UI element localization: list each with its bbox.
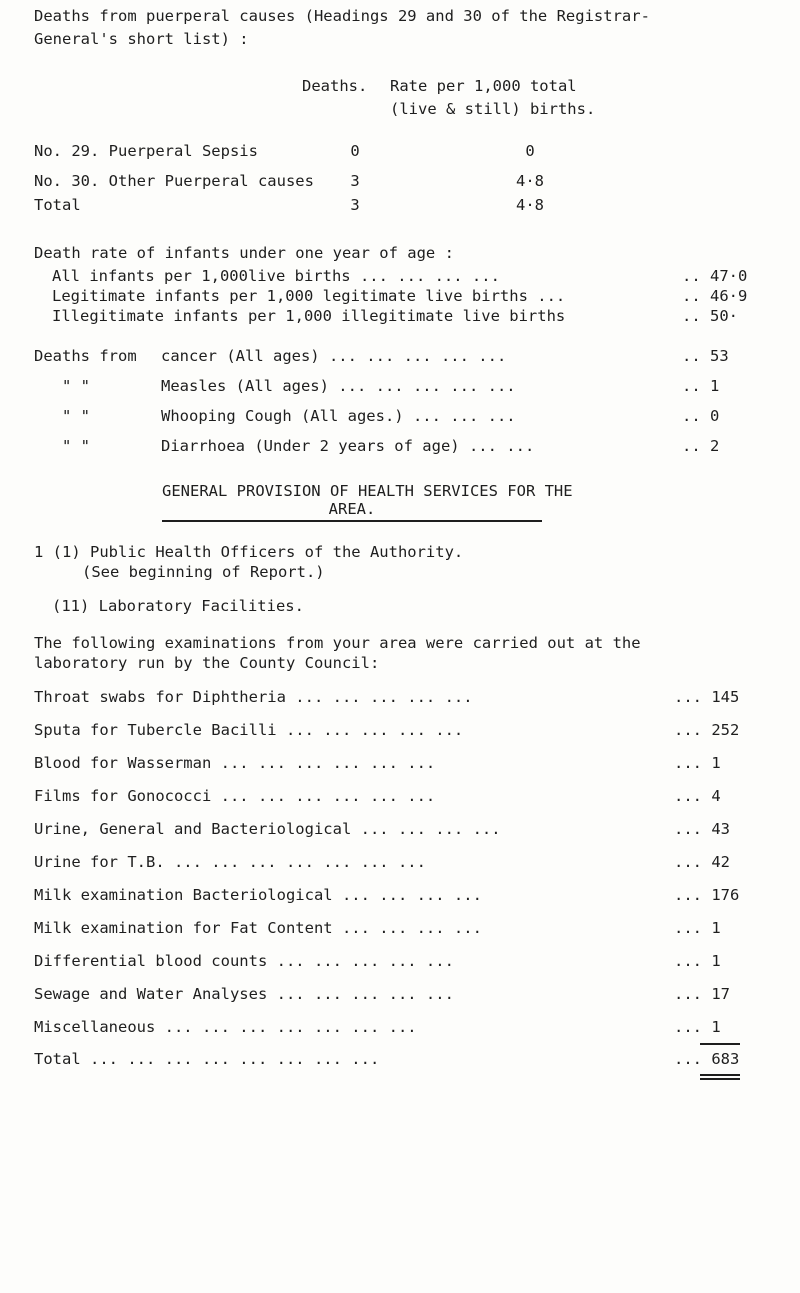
lab-row-label: Films for Gonococci ... ... ... ... ... ... (34, 787, 436, 805)
puerperal-row-rate: 4·8 (516, 172, 544, 190)
lab-row-value: ... 4 (674, 787, 721, 805)
infant-rate-label: Legitimate infants per 1,000 legitimate live births ... (52, 287, 566, 305)
puerperal-row-deaths: 3 (350, 196, 360, 214)
total-double-rule-top (700, 1074, 740, 1076)
deaths-from-value: .. 53 (682, 347, 729, 365)
lab-row-value: ... 17 (674, 985, 730, 1003)
puerperal-row-deaths: 3 (350, 172, 360, 190)
lab-row-value: ... 145 (674, 688, 740, 706)
puerperal-row-label: Total (34, 196, 81, 214)
lab-row-label: Blood for Wasserman ... ... ... ... ... ... (34, 754, 436, 772)
general-title-line1: GENERAL PROVISION OF HEALTH SERVICES FOR THE (162, 482, 573, 500)
general-title-line2: AREA. (328, 500, 376, 518)
infant-rate-value: .. 46·9 (682, 287, 748, 305)
lab-row-value: ... 176 (674, 886, 740, 904)
infants-heading: Death rate of infants under one year of age : (34, 244, 454, 262)
lab-row-label: Milk examination Bacteriological ... ... ... ... (34, 886, 482, 904)
deaths-from-label: Whooping Cough (All ages.) ... ... ... (161, 407, 516, 425)
general-item1-line1: 1 (1) Public Health Officers of the Authority. (34, 543, 464, 561)
general-item2: (11) Laboratory Facilities. (52, 597, 304, 615)
lab-row-value: ... 42 (674, 853, 730, 871)
deaths-from-label: cancer (All ages) ... ... ... ... ... (161, 347, 507, 365)
deaths-from-value: .. 0 (682, 407, 720, 425)
total-rule (700, 1043, 740, 1045)
lab-row-value: ... 43 (674, 820, 730, 838)
infant-rate-label: All infants per 1,000live births ... ... ... ... (52, 267, 500, 285)
lab-row-label: Milk examination for Fat Content ... ... ... ... (34, 919, 482, 937)
total-double-rule-bottom (700, 1078, 740, 1080)
puerperal-row-deaths: 0 (350, 142, 360, 160)
lab-row-value: ... 1 (674, 919, 721, 937)
general-title-underline (162, 520, 542, 522)
deaths-from-prefix: Deaths from (34, 347, 137, 365)
infant-rate-label: Illegitimate infants per 1,000 illegitimate live births (52, 307, 566, 325)
deaths-from-prefix: " " (62, 437, 90, 455)
puerperal-heading-line1: Deaths from puerperal causes (Headings 29 and 30 of the Registrar- (34, 7, 650, 25)
lab-row-label: Urine, General and Bacteriological ... ... ... ... (34, 820, 501, 838)
lab-row-value: ... 1 (674, 952, 721, 970)
lab-total-value: ... 683 (674, 1050, 740, 1068)
general-intro-line1: The following examinations from your area were carried out at the (34, 634, 641, 652)
lab-total-label: Total ... ... ... ... ... ... ... ... (34, 1050, 380, 1068)
lab-row-label: Sewage and Water Analyses ... ... ... ... ... (34, 985, 454, 1003)
puerperal-row-rate: 4·8 (516, 196, 544, 214)
deaths-from-value: .. 2 (682, 437, 720, 455)
lab-row-value: ... 1 (674, 754, 721, 772)
deaths-from-prefix: " " (62, 407, 90, 425)
deaths-from-value: .. 1 (682, 377, 720, 395)
puerperal-heading-line2: General's short list) : (34, 30, 249, 48)
deaths-from-prefix: " " (62, 377, 90, 395)
infant-rate-value: .. 50· (682, 307, 738, 325)
puerperal-row-label: No. 30. Other Puerperal causes (34, 172, 314, 190)
lab-row-label: Throat swabs for Diphtheria ... ... ... ... ... (34, 688, 473, 706)
col-deaths-header: Deaths. (302, 77, 368, 95)
deaths-from-label: Measles (All ages) ... ... ... ... ... (161, 377, 516, 395)
lab-row-label: Differential blood counts ... ... ... ... ... (34, 952, 454, 970)
lab-row-label: Urine for T.B. ... ... ... ... ... ... ... (34, 853, 426, 871)
lab-row-label: Miscellaneous ... ... ... ... ... ... ... (34, 1018, 417, 1036)
general-intro-line2: laboratory run by the County Council: (34, 654, 380, 672)
col-rate-header-line2: (live & still) births. (390, 100, 596, 118)
lab-row-label: Sputa for Tubercle Bacilli ... ... ... ... ... (34, 721, 464, 739)
infant-rate-value: .. 47·0 (682, 267, 748, 285)
deaths-from-label: Diarrhoea (Under 2 years of age) ... ... (161, 437, 535, 455)
puerperal-row-rate: 0 (525, 142, 535, 160)
col-rate-header-line1: Rate per 1,000 total (390, 77, 577, 95)
puerperal-row-label: No. 29. Puerperal Sepsis (34, 142, 258, 160)
lab-row-value: ... 252 (674, 721, 740, 739)
general-item1-line2: (See beginning of Report.) (82, 563, 325, 581)
lab-row-value: ... 1 (674, 1018, 721, 1036)
